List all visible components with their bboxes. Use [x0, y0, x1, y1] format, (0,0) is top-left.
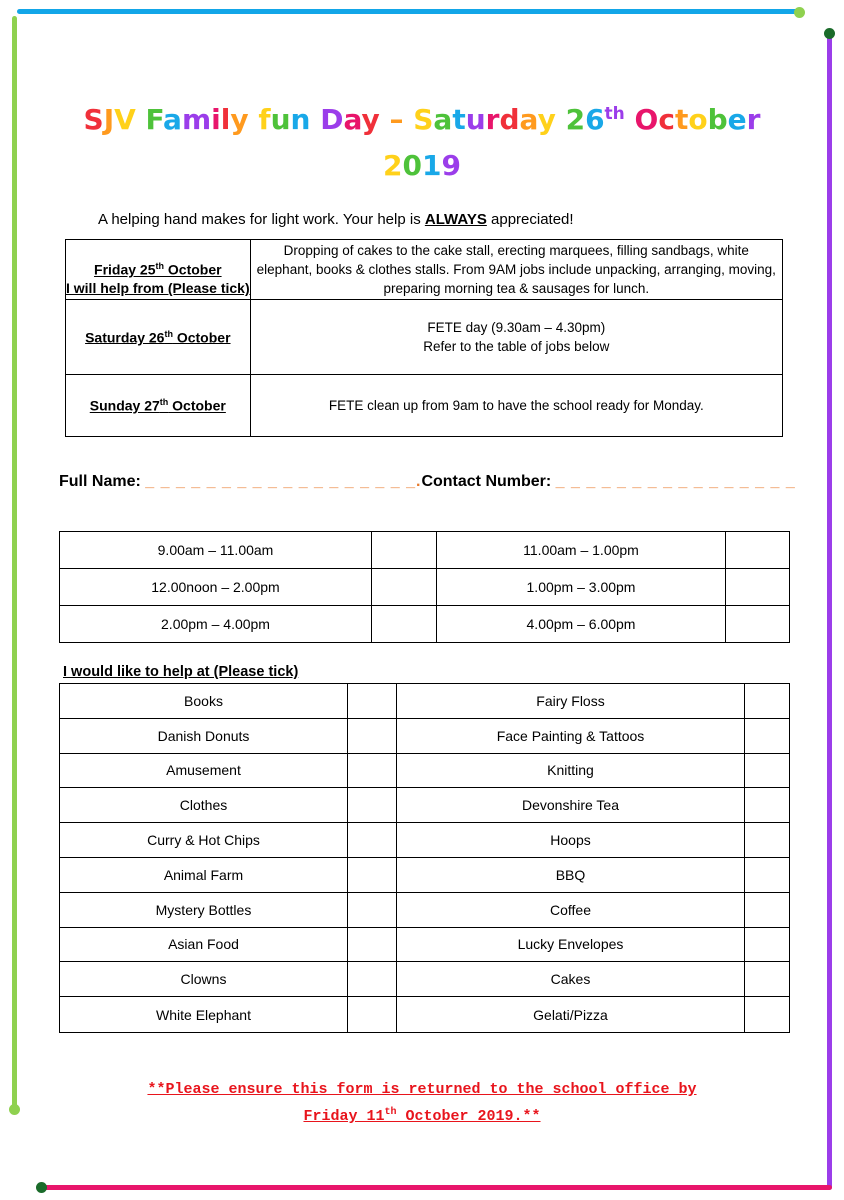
stall-tick-box[interactable] — [745, 823, 790, 858]
stall-tick-box[interactable] — [348, 753, 397, 788]
stall-label: Knitting — [397, 753, 745, 788]
return-notice-line-1: **Please ensure this form is returned to the school office by — [147, 1081, 697, 1098]
full-name-label: Full Name: — [59, 473, 141, 490]
stall-tick-box[interactable] — [745, 718, 790, 753]
title-text: SJV Family fun Day – Saturday 26 — [83, 103, 605, 136]
schedule-desc-saturday: FETE day (9.30am – 4.30pm) Refer to the table of jobs below — [250, 300, 782, 375]
table-row — [60, 788, 790, 823]
schedule-extra-label: I will help from (Please tick) — [66, 280, 250, 296]
stall-label: Hoops — [397, 823, 745, 858]
title-line-2 — [0, 143, 844, 189]
time-slot-label: 11.00am – 1.00pm — [437, 532, 726, 569]
stall-tick-box[interactable] — [745, 962, 790, 997]
stall-tick-box[interactable] — [745, 997, 790, 1033]
table-row — [60, 532, 790, 569]
time-slot-tick-box[interactable] — [726, 532, 790, 569]
time-slot-label: 1.00pm – 3.00pm — [437, 569, 726, 606]
top-border-dot — [794, 7, 805, 18]
stall-tick-box[interactable] — [745, 927, 790, 962]
title-line-1 — [0, 97, 844, 143]
time-slot-tick-box[interactable] — [372, 569, 437, 606]
table-row — [66, 240, 783, 300]
table-row — [60, 892, 790, 927]
stall-tick-box[interactable] — [348, 718, 397, 753]
page-title — [0, 97, 844, 189]
stall-label: Devonshire Tea — [397, 788, 745, 823]
stall-tick-box[interactable] — [348, 857, 397, 892]
time-slot-tick-box[interactable] — [372, 532, 437, 569]
schedule-day-sunday: Sunday 27th October — [66, 375, 251, 437]
stall-tick-box[interactable] — [745, 892, 790, 927]
stall-tick-box[interactable] — [348, 684, 397, 719]
stall-label: Curry & Hot Chips — [60, 823, 348, 858]
time-slot-tick-box[interactable] — [726, 569, 790, 606]
stall-label: Danish Donuts — [60, 718, 348, 753]
table-row — [60, 753, 790, 788]
full-name-row — [59, 473, 796, 491]
stall-tick-box[interactable] — [745, 788, 790, 823]
stall-label: Mystery Bottles — [60, 892, 348, 927]
stall-tick-box[interactable] — [348, 892, 397, 927]
stall-label: Gelati/Pizza — [397, 997, 745, 1033]
right-border-dot — [824, 28, 835, 39]
stall-label: Asian Food — [60, 927, 348, 962]
help-heading: I would like to help at (Please tick) — [63, 664, 299, 680]
time-slot-label: 2.00pm – 4.00pm — [60, 606, 372, 643]
stall-tick-box[interactable] — [348, 997, 397, 1033]
stall-label: Amusement — [60, 753, 348, 788]
stall-label: BBQ — [397, 857, 745, 892]
contact-number-label: Contact Number: — [421, 473, 552, 490]
time-slot-label: 9.00am – 11.00am — [60, 532, 372, 569]
table-row — [60, 962, 790, 997]
intro-emphasis: ALWAYS — [424, 211, 487, 228]
stall-label: Clothes — [60, 788, 348, 823]
stall-tick-box[interactable] — [745, 684, 790, 719]
table-row — [60, 857, 790, 892]
schedule-table — [65, 239, 783, 437]
stall-label: Cakes — [397, 962, 745, 997]
stall-tick-box[interactable] — [348, 788, 397, 823]
stall-tick-box[interactable] — [348, 823, 397, 858]
time-slot-label: 4.00pm – 6.00pm — [437, 606, 726, 643]
table-row — [60, 823, 790, 858]
stall-label: Face Painting & Tattoos — [397, 718, 745, 753]
time-slot-tick-box[interactable] — [726, 606, 790, 643]
stall-label: Clowns — [60, 962, 348, 997]
table-row — [66, 300, 783, 375]
table-row — [60, 569, 790, 606]
bottom-border-dot — [36, 1182, 47, 1193]
time-slot-label: 12.00noon – 2.00pm — [60, 569, 372, 606]
table-row — [60, 684, 790, 719]
schedule-day-friday: Friday 25th October I will help from (Please tick) — [66, 240, 251, 300]
title-text-end: October — [634, 103, 761, 136]
table-row — [60, 718, 790, 753]
stall-tick-box[interactable] — [348, 927, 397, 962]
stall-tick-box[interactable] — [745, 857, 790, 892]
schedule-desc-friday: Dropping of cakes to the cake stall, erecting marquees, filling sandbags, white elephant, books & clothes stalls. From 9AM jobs include unpacking, arranging, moving, preparing morning tea & sausages for lunch. — [250, 240, 782, 300]
time-slot-tick-box[interactable] — [372, 606, 437, 643]
stall-tick-box[interactable] — [348, 962, 397, 997]
stall-label: White Elephant — [60, 997, 348, 1033]
schedule-desc-sunday: FETE clean up from 9am to have the school ready for Monday. — [250, 375, 782, 437]
title-sup: th — [604, 104, 625, 124]
return-notice-line-2: Friday 11th October 2019.** — [303, 1107, 541, 1125]
table-row — [60, 927, 790, 962]
contact-number-field[interactable]: _ _ _ _ _ _ _ _ _ _ _ _ _ _ _ _ — [555, 473, 796, 490]
time-slot-table — [59, 531, 790, 643]
stall-label: Animal Farm — [60, 857, 348, 892]
stall-label: Lucky Envelopes — [397, 927, 745, 962]
table-row — [60, 606, 790, 643]
stall-tick-box[interactable] — [745, 753, 790, 788]
schedule-day-saturday: Saturday 26th October — [66, 300, 251, 375]
intro-text: A helping hand makes for light work. Your help is ALWAYS appreciated! — [98, 211, 574, 228]
bottom-border — [44, 1185, 832, 1190]
table-row — [60, 997, 790, 1033]
stall-label: Books — [60, 684, 348, 719]
title-year: 2019 — [383, 149, 461, 182]
stall-label: Coffee — [397, 892, 745, 927]
table-row — [66, 375, 783, 437]
top-border — [17, 9, 801, 14]
right-border — [827, 34, 832, 1190]
stall-label: Fairy Floss — [397, 684, 745, 719]
stalls-table — [59, 683, 790, 1033]
return-notice — [0, 1078, 844, 1128]
full-name-field[interactable]: _ _ _ _ _ _ _ _ _ _ _ _ _ _ _ _ _ _. — [145, 473, 422, 490]
